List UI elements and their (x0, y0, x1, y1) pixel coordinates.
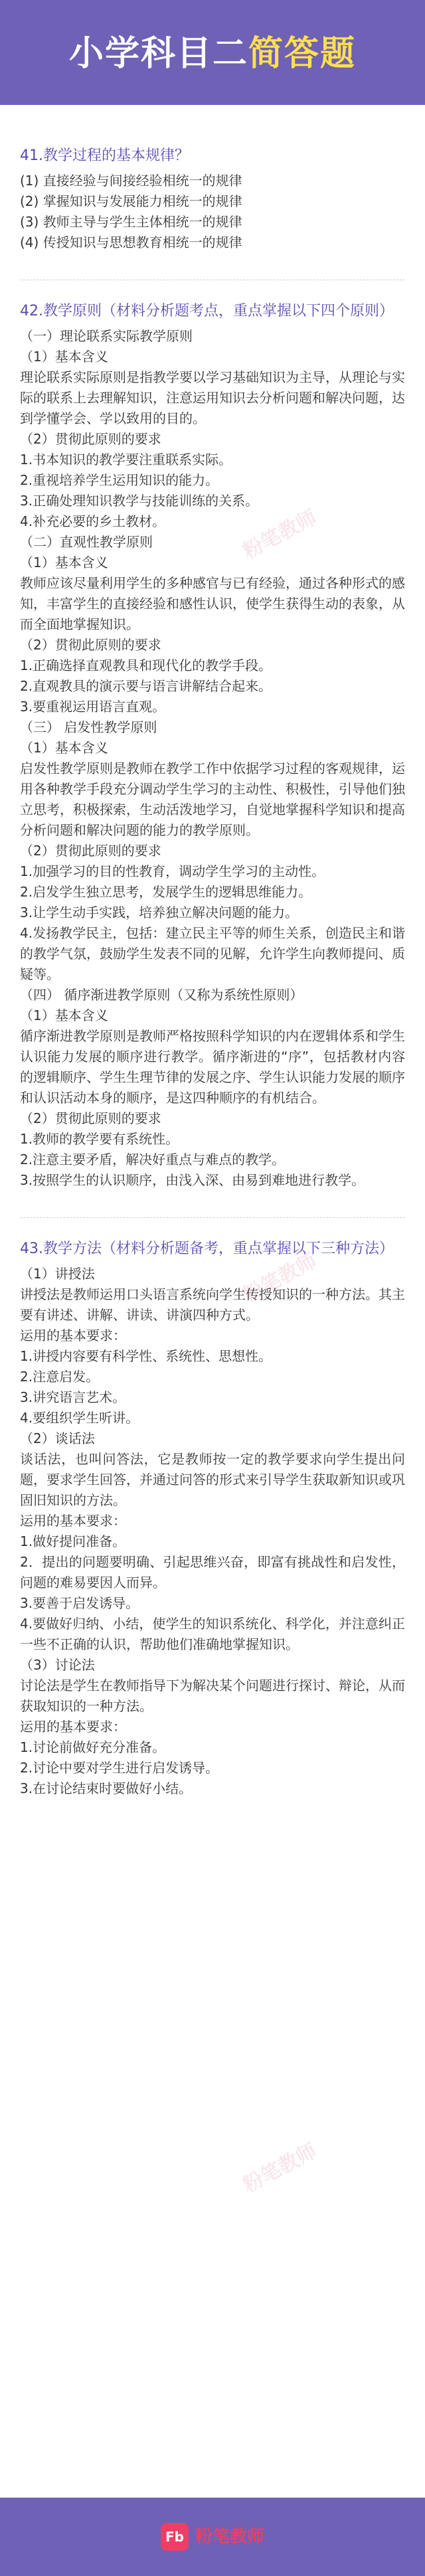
sub-heading: （1）讲授法 (20, 1266, 95, 1282)
list-item: 3.按照学生的认识顺序，由浅入深、由易到难地进行教学。 (20, 1172, 365, 1188)
article-body (20, 145, 405, 1826)
list-item: (4) 传授知识与思想教育相统一的规律 (20, 234, 242, 250)
list-item: 3.让学生动手实践，培养独立解决问题的能力。 (20, 904, 299, 920)
list-item: 4.要做好归纳、小结，使学生的知识系统化、科学化，并注意纠正一些不正确的认识，帮助他们准确地掌握知识。 (20, 1616, 405, 1652)
header-banner (0, 0, 425, 105)
list-item: (1) 直接经验与间接经验相统一的规律 (20, 173, 242, 189)
sub-heading: （1）基本含义 (20, 740, 108, 756)
paragraph: 讲授法是教师运用口头语言系统向学生传授知识的一种方法。其主要有讲述、讲解、讲读、讲演四种方式。 (20, 1286, 405, 1323)
paragraph: 启发性教学原则是教师在教学工作中依据学习过程的客观规律，运用各种教学手段充分调动学生学习的主动性、积极性，引导他们独立思考，积极探索，生动活泼地学习，自觉地掌握科学知识和提高分析问题和解决问题的能力的教学原则。 (20, 760, 405, 838)
sub-heading: （2）贯彻此原则的要求 (20, 1110, 161, 1126)
list-item: 1.做好提问准备。 (20, 1533, 126, 1549)
list-item: 1.讨论前做好充分准备。 (20, 1739, 166, 1755)
list-item: 4.发扬教学民主，包括：建立民主平等的师生关系，创造民主和谐的教学气氛，鼓励学生发表不同的见解，允许学生向教师提问、质疑等。 (20, 925, 405, 982)
sub-heading: （二）直观性教学原则 (20, 534, 153, 550)
paragraph: 理论联系实际原则是指教学要以学习基础知识为主导，从理论与实际的联系上去理解知识，注意运用知识去分析问题和解决问题，达到学懂学会、学以致用的目的。 (20, 369, 405, 426)
paragraph: 教师应该尽量利用学生的多种感官与已有经验，通过各种形式的感知，丰富学生的直接经验和感性认识，使学生获得生动的表象，从而全面地掌握知识。 (20, 575, 405, 632)
sub-heading: （一）理论联系实际教学原则 (20, 328, 193, 344)
list-item: 2.启发学生独立思考，发展学生的逻辑思维能力。 (20, 884, 312, 900)
sub-heading: （四） 循序渐进教学原则（又称为系统性原则） (20, 987, 303, 1003)
list-item: 1.正确选择直观教具和现代化的教学手段。 (20, 657, 272, 673)
sub-heading: 运用的基本要求： (20, 1513, 126, 1529)
sub-heading: 运用的基本要求： (20, 1328, 126, 1343)
list-item: 3.要善于启发诱导。 (20, 1595, 139, 1611)
section-divider (20, 1217, 405, 1218)
sub-heading: （3）讨论法 (20, 1657, 95, 1673)
list-item: 1.讲授内容要有科学性、系统性、思想性。 (20, 1348, 272, 1364)
list-item: (2) 掌握知识与发展能力相统一的规律 (20, 193, 242, 209)
list-item: 3.正确处理知识教学与技能训练的关系。 (20, 493, 259, 509)
list-item: 2.重视培养学生运用知识的能力。 (20, 472, 219, 488)
list-item: 2.直观教具的演示要与语言讲解结合起来。 (20, 678, 272, 694)
sub-heading: （1）基本含义 (20, 1007, 108, 1023)
list-item: 2.注意主要矛盾，解决好重点与难点的教学。 (20, 1152, 286, 1167)
list-item: 4.要组织学生听讲。 (20, 1410, 139, 1426)
list-item: 2.注意启发。 (20, 1369, 100, 1385)
paragraph: 循序渐进教学原则是教师严格按照科学知识的内在逻辑体系和学生认识能力发展的顺序进行教学。循序渐进的“序”，包括教材内容的逻辑顺序、学生生理节律的发展之序、学生认识能力发展的顺序和认识活动本身的顺序，是这四种顺序的有机结合。 (20, 1028, 405, 1106)
list-item: 2.讨论中要对学生进行启发诱导。 (20, 1760, 219, 1776)
title-highlight: 简答题 (248, 34, 357, 74)
list-item: 1.教师的教学要有系统性。 (20, 1131, 179, 1147)
list-item: 1.加强学习的目的性教育，调动学生学习的主动性。 (20, 863, 325, 879)
list-item: 2．提出的问题要明确、引起思维兴奋，即富有挑战性和启发性，问题的难易要因人而异。 (20, 1554, 405, 1590)
paragraph: 谈话法，也叫问答法，它是教师按一定的教学要求向学生提出问题，要求学生回答，并通过问答的形式来引导学生获取新知识或巩固旧知识的方法。 (20, 1451, 405, 1508)
watermark: 粉笔教师 (239, 505, 321, 564)
section-q43 (20, 1238, 405, 1799)
section-q42 (20, 300, 405, 1191)
list-item: 3.在讨论结束时要做好小结。 (20, 1780, 193, 1796)
section-heading: 43.教学方法（材料分析题备考，重点掌握以下三种方法） (20, 1241, 394, 1257)
sub-heading: （三） 启发性教学原则 (20, 719, 157, 735)
paragraph: 讨论法是学生在教师指导下为解决某个问题进行探讨、辩论，从而获取知识的一种方法。 (20, 1677, 405, 1714)
list-item: 1.书本知识的教学要注重联系实际。 (20, 452, 232, 468)
sub-heading: 运用的基本要求： (20, 1719, 126, 1735)
sub-heading: （1）基本含义 (20, 349, 108, 365)
list-item: 4.补充必要的乡土教材。 (20, 513, 166, 529)
watermark: 粉笔教师 (239, 2139, 321, 2197)
section-heading: 41.教学过程的基本规律？ (20, 147, 189, 164)
page-title (0, 25, 425, 75)
sub-heading: （1）基本含义 (20, 555, 108, 570)
section-heading: 42.教学原则（材料分析题考点，重点掌握以下四个原则） (20, 303, 394, 319)
footer-banner (0, 2498, 425, 2576)
logo-icon: Fb (161, 2523, 189, 2551)
sub-heading: （2）谈话法 (20, 1430, 95, 1446)
brand-logo (0, 2523, 425, 2551)
brand-name: 粉笔教师 (195, 2527, 264, 2547)
sub-heading: （2）贯彻此原则的要求 (20, 637, 161, 653)
list-item: 3.讲究语言艺术。 (20, 1389, 126, 1405)
title-main: 小学科目二 (68, 34, 248, 74)
sub-heading: （2）贯彻此原则的要求 (20, 431, 161, 447)
section-q41 (20, 145, 405, 253)
watermark: 粉笔教师 (239, 1249, 321, 1308)
list-item: (3) 教师主导与学生主体相统一的规律 (20, 214, 242, 230)
list-item: 3.要重视运用语言直观。 (20, 699, 166, 715)
sub-heading: （2）贯彻此原则的要求 (20, 843, 161, 859)
